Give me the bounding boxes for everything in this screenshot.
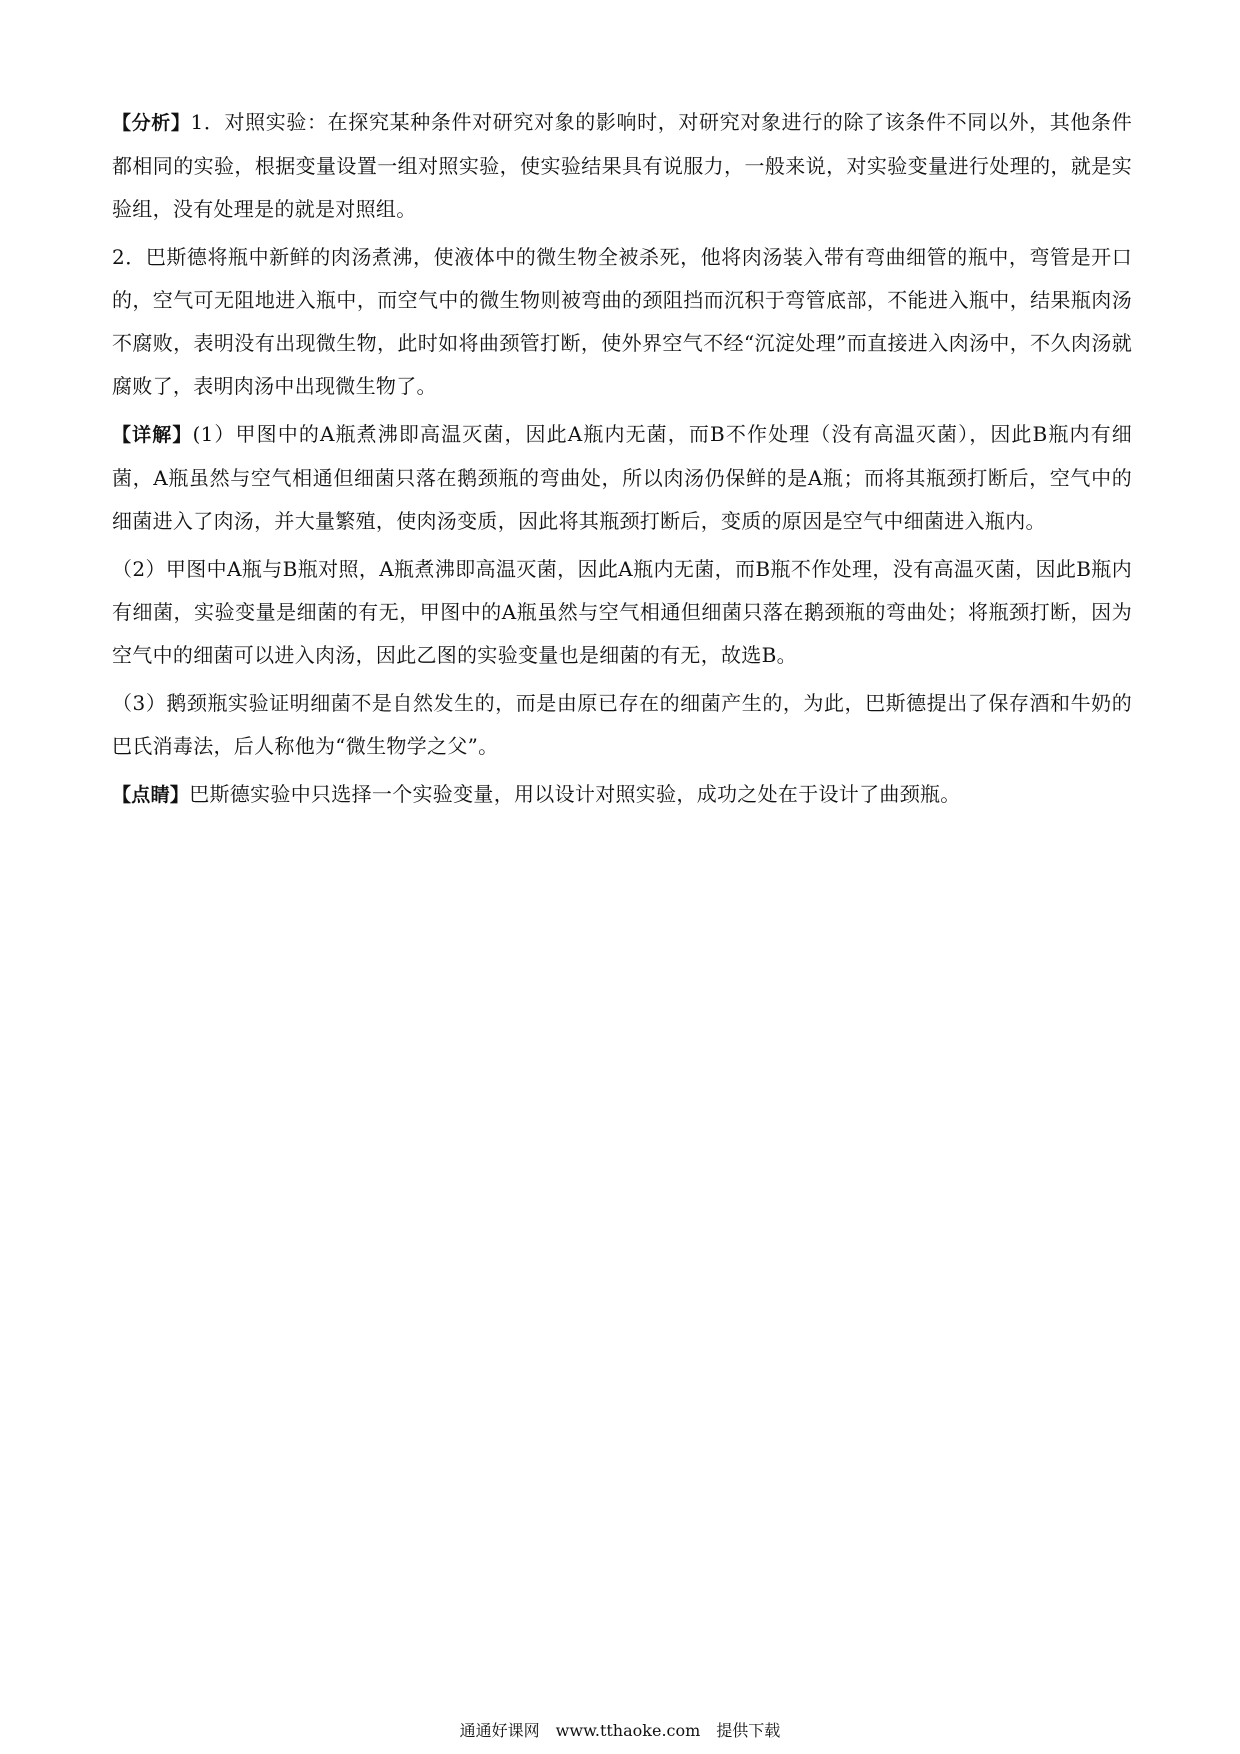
analysis-tag: 【分析】 — [112, 112, 191, 134]
detail-part-2: （2）甲图中A瓶与B瓶对照，A瓶煮沸即高温灭菌，因此A瓶内无菌，而B瓶不作处理，没有高温灭菌，因此B瓶内有细菌，实验变量是细菌的有无，甲图中的A瓶虽然与空气相通但细菌只落在鹅颈瓶的弯曲处；将瓶颈打断，因为空气中的细菌可以进入肉汤，因此乙图的实验变量也是细菌的有无，故选B。 — [112, 557, 1132, 667]
detail-part-1-text: (1）甲图中的A瓶煮沸即高温灭菌，因此A瓶内无菌，而B不作处理（没有高温灭菌），因此B瓶内有细菌，A瓶虽然与空气相通但细菌只落在鹅颈瓶的弯曲处，所以肉汤仍保鲜的是A瓶；而将其瓶颈打断后，空气中的细菌进入了肉汤，并大量繁殖，使肉汤变质，因此将其瓶颈打断后，变质的原因是空气中细菌进入瓶内。 — [112, 422, 1132, 533]
detail-part-3: （3）鹅颈瓶实验证明细菌不是自然发生的，而是由原已存在的细菌产生的，为此，巴斯德提出了保存酒和牛奶的巴氏消毒法，后人称他为“微生物学之父”。 — [112, 691, 1132, 758]
detail-part-1 — [112, 413, 1132, 543]
detail-tag: 【详解】 — [112, 424, 193, 446]
comment-tag: 【点睛】 — [112, 784, 190, 806]
comment-text: 巴斯德实验中只选择一个实验变量，用以设计对照实验，成功之处在于设计了曲颈瓶。 — [189, 782, 961, 806]
analysis-point-1-text: 1．对照实验：在探究某种条件对研究对象的影响时，对研究对象进行的除了该条件不同以外，其他条件都相同的实验，根据变量设置一组对照实验，使实验结果具有说服力，一般来说，对实验变量进行处理的，就是实验组，没有处理是的就是对照组。 — [112, 110, 1132, 221]
analysis-point-2: 2．巴斯德将瓶中新鲜的肉汤煮沸，使液体中的微生物全被杀死，他将肉汤装入带有弯曲细管的瓶中，弯管是开口的，空气可无阻地进入瓶中，而空气中的微生物则被弯曲的颈阻挡而沉积于弯管底部，不能进入瓶中，结果瓶肉汤不腐败，表明没有出现微生物，此时如将曲颈管打断，使外界空气不经“沉淀处理”而直接进入肉汤中，不久肉汤就腐败了，表明肉汤中出现微生物了。 — [112, 245, 1132, 398]
answer-explanation — [112, 101, 1132, 822]
comment — [112, 773, 1132, 817]
analysis-point-1 — [112, 101, 1132, 231]
page-footer: 通通好课网 www.tthaoke.com 提供下载 — [459, 1721, 781, 1740]
